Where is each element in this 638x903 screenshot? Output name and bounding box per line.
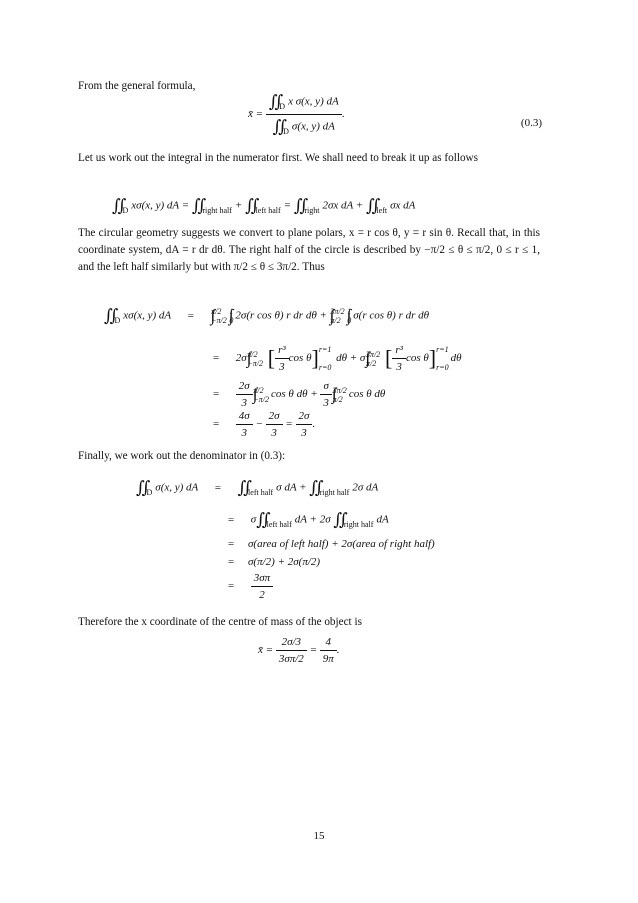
eq3-l1-term: 2σ(r cos θ) r dr dθ + (235, 309, 327, 322)
eq5-period: . (336, 644, 340, 657)
eq3-lim-c-lo: π/2 (330, 316, 341, 325)
eq3-lhs-domain: D (114, 315, 121, 325)
eq4-l5-num: 3σπ (251, 572, 273, 587)
eq3-l3-term: cos θ dθ + (271, 388, 318, 401)
eq5-equals: = (309, 644, 317, 657)
eq4-l1b: 2σ dA (352, 481, 379, 494)
eq3-l2-lim-up: π/2 (247, 349, 258, 359)
eq3-r3-a: r³ (275, 344, 289, 359)
eq4-line3 (214, 538, 435, 550)
eq3-l3-den2: 3 (323, 397, 329, 409)
eq4-rel1: = (214, 481, 222, 494)
eq3-line2: = 2σ∫ π/2 −π/2 [ $\frac{\text{r³}}{3}$ cos θ] r=1 r=0 dθ + σ∫ 3π/2 π/2 [ $\frac{\text{r³}}{3}$ cos θ] r=1 r=0 dθ (199, 344, 462, 373)
eq5-num1: 2σ/3 (276, 636, 307, 651)
eq4-line1: $∬_D$ σ(x, y) dA = $∬_{left half}$ σ dA + $∬_{right half}$ 2σ dA (136, 478, 379, 497)
eq3-line4 (199, 410, 315, 439)
eq4-l1a: σ dA + (276, 481, 307, 494)
eq1-lhs: x̄ = (248, 108, 264, 121)
eq5-den2: 9π (322, 653, 334, 665)
eq3-r3-b: r³ (392, 344, 406, 359)
eq3-l2-lim2-lo: π/2 (366, 358, 377, 368)
eq2-term4: 2σx dA + (322, 199, 364, 212)
eq3-line1: $∬_D$ xσ(x, y) dA = ∫ π/2 −π/2 ∫ 1 0 2σ(r cos θ) r dr dθ + ∫ 3π/2 π/2 ∫ 1 0 σ(r cos θ) r dr dθ (104, 306, 430, 325)
eq3-lim-b-lo: 0 (229, 316, 234, 325)
eq3-lhs: xσ(x, y) dA (123, 309, 171, 322)
eq2-plus: + (234, 199, 243, 212)
eq3-l4-eq: = (285, 418, 293, 431)
eq4-lhs: σ(x, y) dA (155, 481, 199, 494)
eq1-fraction: $\frac{∬_D x \sigma(x, y) dA}{∬_D \sigma(x, y) dA}$ (266, 92, 342, 137)
eq5-den1: 3σπ/2 (278, 653, 304, 665)
intro-paragraph: From the general formula, (78, 80, 196, 92)
eq3-lim-c-up: 3π/2 (330, 307, 345, 316)
equation-split-integral: $∬_D$ xσ(x, y) dA = $∬_{right half}$ + $∬_{left half}$ = $∬_{right}$ 2σx dA + $∬_{left}$ σx dA (112, 196, 416, 215)
eq2-domain-right-half: right half (202, 205, 232, 215)
eq4-l2b-domain: left half (266, 519, 292, 529)
eq2-domain-left-half: left half (255, 205, 281, 215)
eq1-den-domain: D (283, 126, 289, 136)
denominator-paragraph: Finally, we work out the denominator in (0.3): (78, 450, 286, 462)
eq3-l3-num: 2σ (236, 380, 253, 395)
eq4-lhs-domain: D (146, 487, 153, 497)
eq3-l2-lim-lo: −π/2 (247, 358, 263, 368)
eq3-l3-lim2-lo: π/2 (332, 394, 343, 404)
eq4-rel4: = (227, 556, 235, 568)
eq3-lim-a-up: π/2 (211, 307, 222, 316)
eq3-three-b: 3 (396, 361, 402, 373)
eq3-l1b-term: σ(r cos θ) r dr dθ (353, 309, 430, 322)
eq3-l3-lim2-up: 3π/2 (332, 385, 347, 395)
eq3-eval-lo-a: r=0 (318, 363, 332, 372)
eq3-l2-cos: cos θ (288, 352, 312, 365)
equation-centre-of-mass (248, 92, 344, 137)
eq3-l4-den3: 3 (301, 427, 307, 439)
eq4-l2b: dA + 2σ (294, 513, 331, 526)
eq1-num-domain: D (279, 101, 286, 111)
eq3-eval-up-a: r=1 (318, 345, 332, 354)
eq3-l4-period: . (312, 418, 316, 431)
eq4-rel2: = (227, 513, 235, 526)
eq3-l2-mid: dθ + σ (336, 352, 366, 365)
eq4-rel5: = (227, 580, 235, 593)
eq4-line5 (214, 572, 273, 601)
eq3-eval-up-b: r=1 (436, 345, 449, 354)
eq4-line4 (214, 556, 320, 568)
eq3-l4-den2: 3 (271, 427, 277, 439)
eq4-l4: σ(π/2) + 2σ(π/2) (248, 556, 321, 568)
eq2-term5: σx dA (390, 199, 416, 212)
numerator-paragraph: Let us work out the integral in the numerator first. We shall need to break it up as follows (78, 152, 478, 164)
eq2-term1: xσ(x, y) dA = (131, 199, 190, 212)
page-number: 15 (313, 830, 325, 842)
eq3-l3-num2: σ (320, 380, 332, 395)
eq3-l3-lim-lo: −π/2 (253, 394, 269, 404)
eq3-l3-den: 3 (241, 397, 247, 409)
eq3-l2-lim2-up: 3π/2 (366, 349, 381, 359)
eq5-lhs: x̄ = (258, 644, 274, 657)
eq1-tail: . (341, 108, 345, 121)
eq5-num2: 4 (320, 636, 337, 651)
eq4-l2c-domain: right half (343, 519, 374, 529)
eq4-l2a: σ (250, 513, 257, 526)
eq3-lim-d-up: 1 (347, 307, 352, 316)
conclusion-paragraph: Therefore the x coordinate of the centre of mass of the object is (78, 616, 362, 628)
eq4-rel3: = (227, 538, 235, 550)
polar-paragraph: The circular geometry suggests we convert to plane polars, x = r cos θ, y = r sin θ. Recall that, in this coordinate system, dA = r dr dθ. The right half of the circle is described by −π/2 ≤ θ ≤ π/2, 0 ≤ r ≤ 1, and the left half similarly but with π/2 ≤ θ ≤ 3π/2. Thus (78, 227, 540, 273)
eq2-domain-d: D (122, 205, 129, 215)
eq2-equals: = (283, 199, 292, 212)
eq3-three-a: 3 (279, 361, 285, 373)
eq3-lim-d-lo: 0 (347, 316, 352, 325)
eq1-numerator: x σ(x, y) dA (288, 95, 339, 108)
eq1-denominator: σ(x, y) dA (291, 120, 335, 133)
eq4-l2c: dA (376, 513, 389, 526)
eq3-l4-num2: 2σ (266, 410, 283, 425)
eq3-l3-lim-up: π/2 (253, 385, 264, 395)
eq3-l4-num3: 2σ (296, 410, 313, 425)
eq3-l4-num1: 4σ (236, 410, 253, 425)
eq4-line2: = $\sigma∬_{left half}$ dA + 2σ $∬_{right half}$ dA (214, 510, 389, 530)
eq3-l2-cos2: cos θ (405, 352, 429, 365)
eq3-l4-den1: 3 (241, 427, 247, 439)
eq3-l4-minus: − (255, 418, 263, 431)
eq3-eval-lo-b: r=0 (436, 363, 449, 372)
eq4-l3: σ(area of left half) + 2σ(area of right half) (248, 538, 435, 550)
eq2-domain-right: right (304, 205, 320, 215)
equation-number: (0.3) (520, 117, 542, 129)
eq4-l5-den: 2 (259, 589, 265, 601)
eq3-lim-a-lo: −π/2 (211, 316, 227, 325)
eq2-domain-left: left (376, 205, 388, 215)
eq3-line3: = $\frac{2\sigma}{3}$ ∫ π/2 −π/2 cos θ dθ + $\frac{\sigma}{3}$ ∫ 3π/2 π/2 cos θ dθ (199, 380, 385, 409)
eq3-l2-dtheta: dθ (450, 352, 462, 365)
eq3-rel2: = (212, 352, 220, 365)
eq3-rel4: = (212, 418, 220, 431)
eq3-l2-coef: 2σ (235, 352, 247, 365)
eq4-l1b-domain: right half (319, 487, 350, 497)
eq3-l3-term2: cos θ dθ (348, 388, 386, 401)
eq3-rel1: = (186, 309, 195, 322)
eq3-lim-b-up: 1 (229, 307, 234, 316)
eq4-l1a-domain: left half (248, 487, 274, 497)
eq3-rel3: = (212, 388, 220, 401)
equation-final (258, 636, 340, 665)
